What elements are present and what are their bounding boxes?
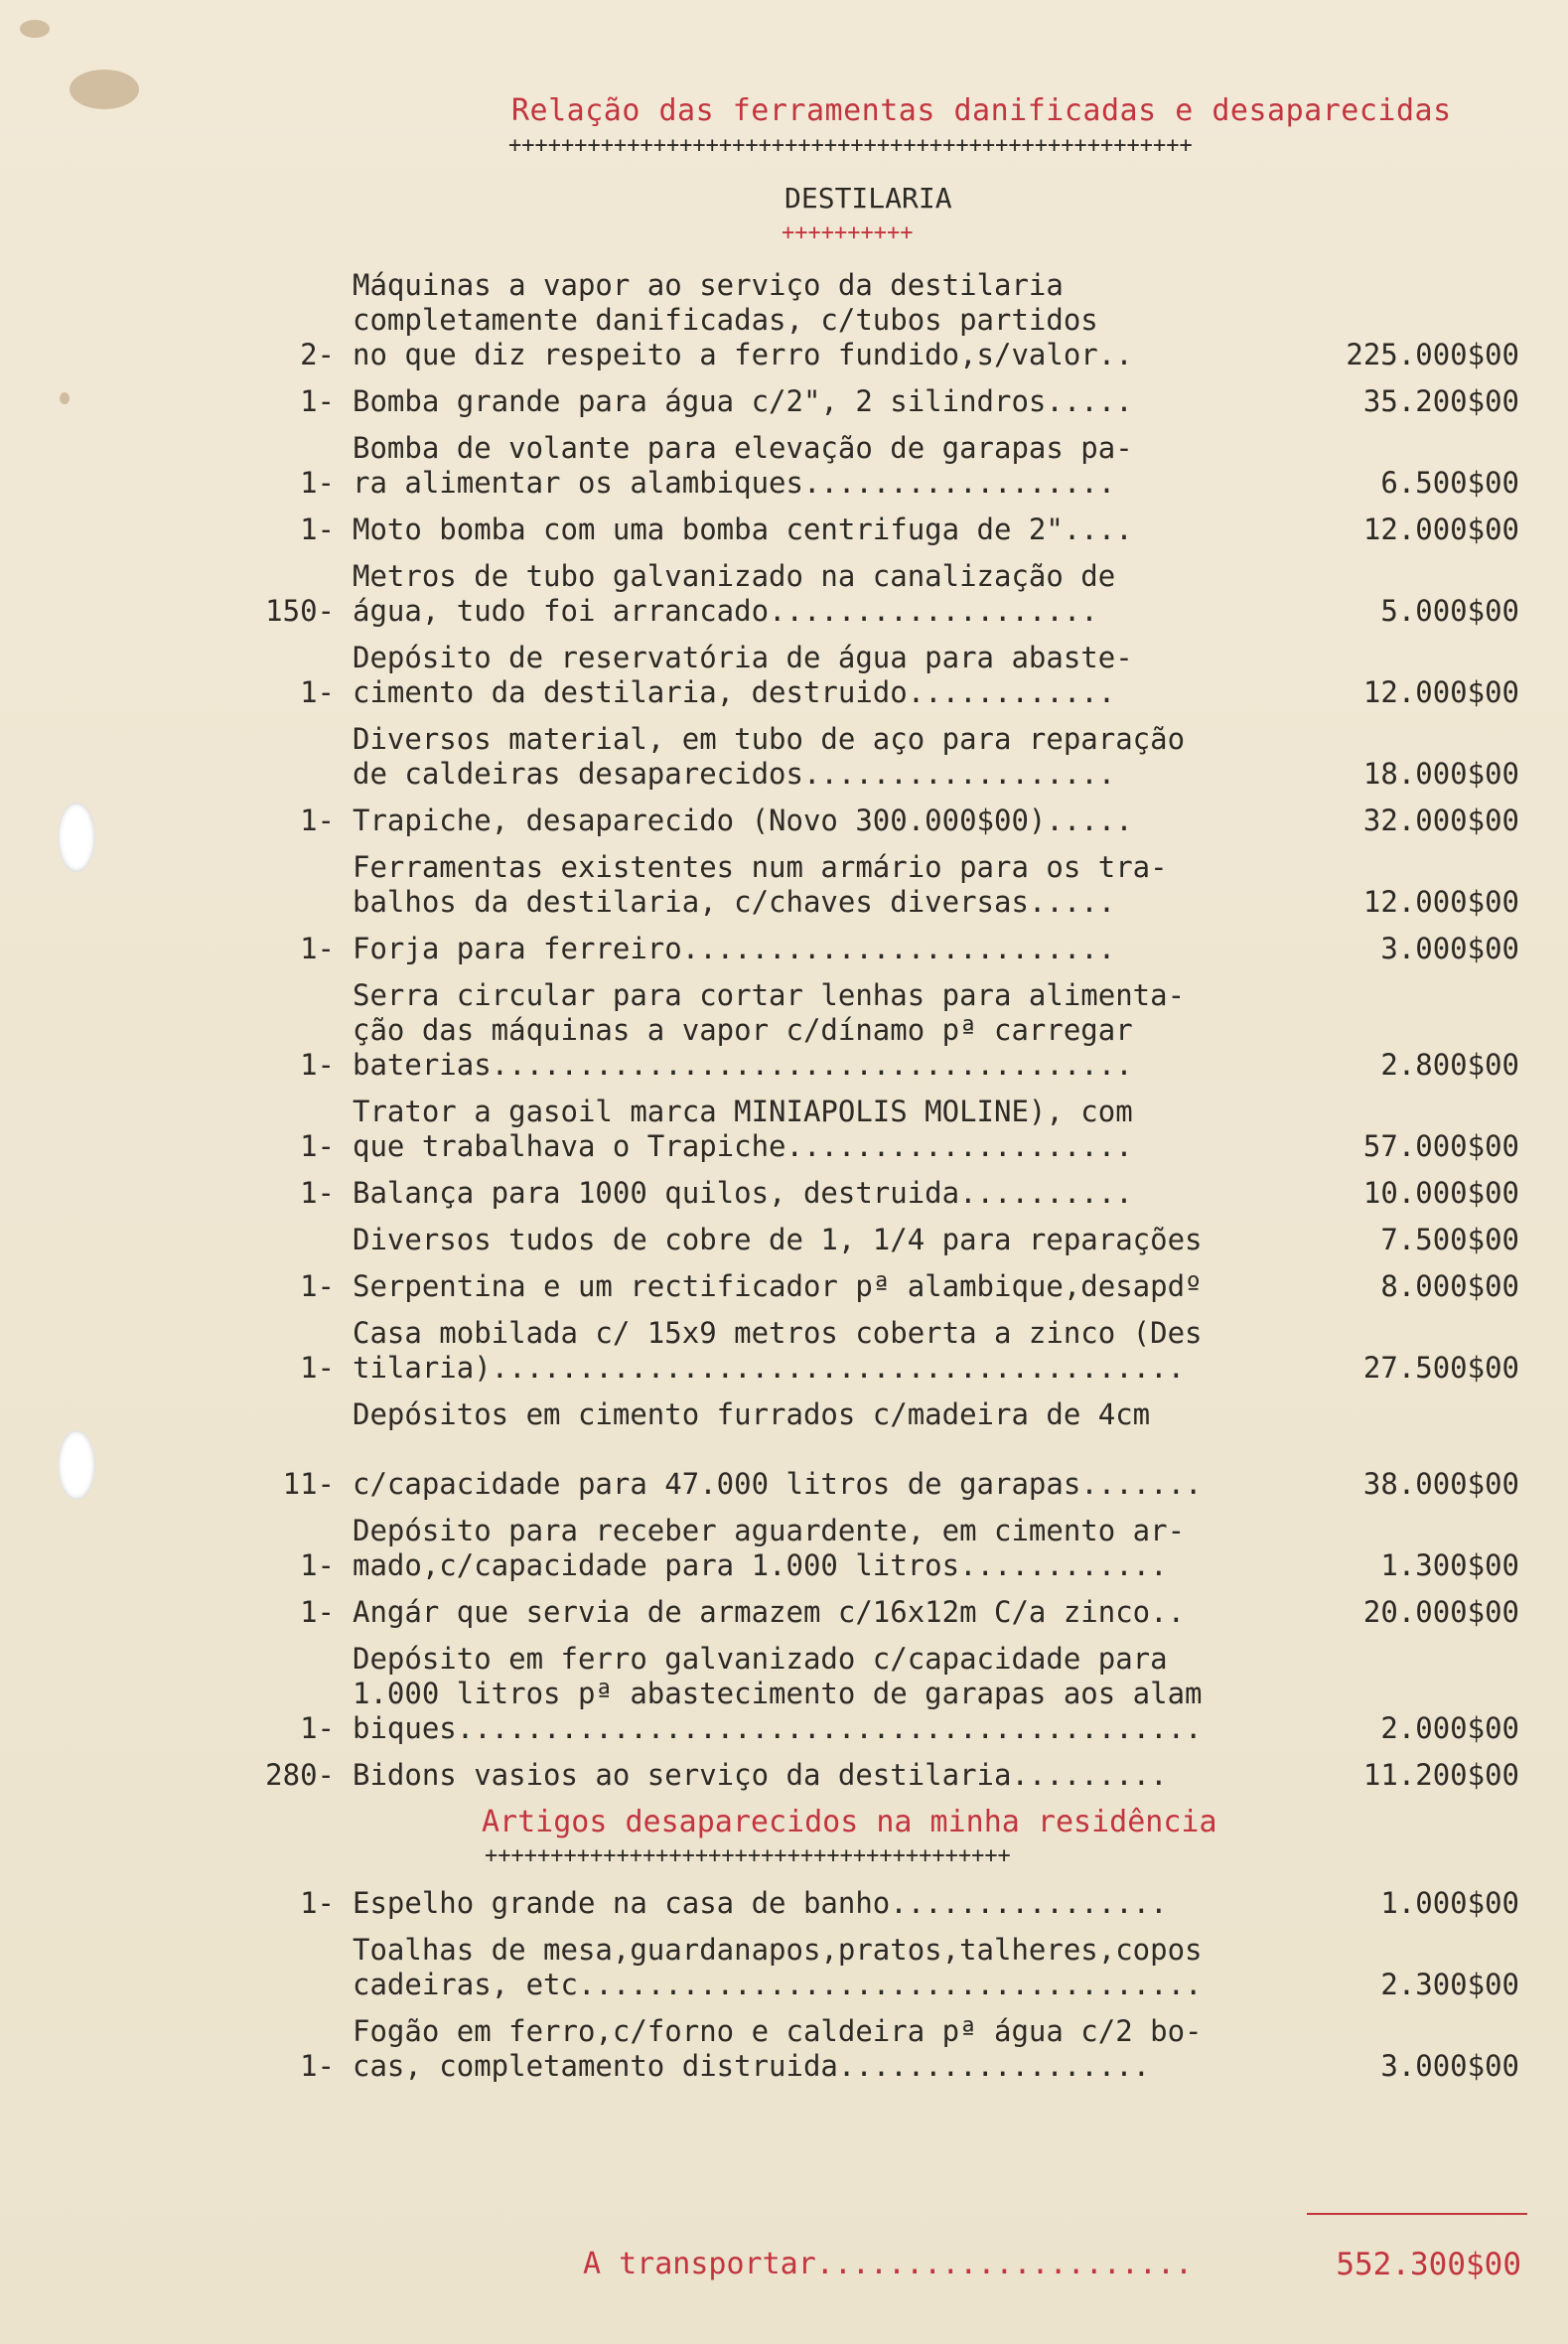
item-value: 8.000$00	[1380, 1269, 1519, 1303]
item-description: Bomba de volante para elevação de garapas pa- ra alimentar os alambiques..................	[353, 431, 1133, 500]
item-quantity: 1-	[300, 932, 335, 965]
list-item	[0, 978, 1568, 1083]
item-description: Bidons vasios ao serviço da destilaria.........	[353, 1758, 1168, 1792]
item-description: Espelho grande na casa de banho................	[353, 1886, 1168, 1920]
item-quantity: 1-	[300, 1711, 335, 1745]
list-item	[0, 1642, 1568, 1746]
list-item	[0, 559, 1568, 629]
item-value: 225.000$00	[1346, 338, 1519, 371]
item-value: 7.500$00	[1380, 1223, 1519, 1256]
item-quantity: 1-	[300, 1269, 335, 1303]
item-value: 2.000$00	[1380, 1711, 1519, 1745]
residence-underline: ++++++++++++++++++++++++++++++++++++++++	[485, 1843, 1011, 1868]
items-list	[0, 268, 1568, 2096]
item-description: Depósitos em cimento furrados c/madeira de 4cm c/capacidade para 47.000 litros de garapas.......	[353, 1397, 1203, 1501]
list-item	[0, 1223, 1568, 1257]
list-item	[0, 268, 1568, 372]
destilaria-items	[0, 268, 1568, 1793]
item-quantity: 2-	[300, 338, 335, 371]
item-quantity: 1-	[300, 1886, 335, 1920]
carry-forward-row	[0, 2247, 1568, 2282]
item-quantity: 1-	[300, 2049, 335, 2083]
carry-forward-label: A transportar.....................	[583, 2247, 1194, 2281]
item-value: 20.000$00	[1362, 1595, 1519, 1629]
list-item	[0, 1886, 1568, 1921]
list-item	[0, 641, 1568, 710]
item-description: Diversos tudos de cobre de 1, 1/4 para reparações	[353, 1223, 1203, 1256]
list-item	[0, 1176, 1568, 1211]
item-quantity: 1-	[300, 1129, 335, 1163]
item-description: Balança para 1000 quilos, destruida..........	[353, 1176, 1133, 1210]
item-description: Ferramentas existentes num armário para os tra- balhos da destilaria, c/chaves diversas.....	[353, 850, 1168, 919]
title-underline: ++++++++++++++++++++++++++++++++++++++++++++++++++++	[508, 133, 1193, 158]
list-item	[0, 804, 1568, 838]
list-item	[0, 850, 1568, 920]
item-quantity: 1-	[300, 466, 335, 500]
item-quantity: 1-	[300, 1548, 335, 1582]
list-item	[0, 2014, 1568, 2084]
list-item	[0, 1269, 1568, 1304]
list-item	[0, 1933, 1568, 2002]
item-value: 3.000$00	[1380, 2049, 1519, 2083]
list-item	[0, 1095, 1568, 1164]
item-description: Trator a gasoil marca MINIAPOLIS MOLINE), com que trabalhava o Trapiche....................	[353, 1095, 1133, 1163]
list-item	[0, 1758, 1568, 1793]
item-value: 12.000$00	[1362, 675, 1519, 709]
item-value: 38.000$00	[1362, 1467, 1519, 1501]
item-value: 6.500$00	[1380, 466, 1519, 500]
item-value: 18.000$00	[1362, 757, 1519, 791]
item-quantity: 11-	[282, 1467, 335, 1501]
item-description: Depósito para receber aguardente, em cimento ar- mado,c/capacidade para 1.000 litros............	[353, 1514, 1186, 1582]
item-value: 27.500$00	[1362, 1351, 1519, 1385]
item-quantity: 1-	[300, 1048, 335, 1082]
item-quantity: 1-	[300, 804, 335, 837]
item-description: Depósito de reservatória de água para abaste- cimento da destilaria, destruido............	[353, 641, 1133, 709]
item-value: 5.000$00	[1380, 594, 1519, 628]
item-value: 12.000$00	[1362, 513, 1519, 546]
list-item	[0, 722, 1568, 792]
item-description: Diversos material, em tubo de aço para reparação de caldeiras desaparecidos..................	[353, 722, 1186, 791]
item-description: Depósito em ferro galvanizado c/capacidade para 1.000 litros pª abastecimento de garapas aos alam biques...........................................	[353, 1642, 1203, 1745]
list-item	[0, 431, 1568, 501]
list-item	[0, 1316, 1568, 1386]
list-item	[0, 1514, 1568, 1583]
item-value: 32.000$00	[1362, 804, 1519, 837]
item-value: 3.000$00	[1380, 932, 1519, 965]
carry-forward-value: 552.300$00	[1336, 2247, 1521, 2282]
item-description: Bomba grande para água c/2", 2 silindros.....	[353, 384, 1133, 418]
residence-heading: Artigos desaparecidos na minha residência	[482, 1805, 1217, 1839]
list-item	[0, 384, 1568, 419]
item-quantity: 1-	[300, 675, 335, 709]
item-value: 10.000$00	[1362, 1176, 1519, 1210]
item-value: 35.200$00	[1362, 384, 1519, 418]
item-quantity: 1-	[300, 1595, 335, 1629]
total-underline	[1307, 2213, 1527, 2215]
item-description: Casa mobilada c/ 15x9 metros coberta a zinco (Des tilaria)........................................	[353, 1316, 1203, 1385]
paper-stain	[20, 20, 50, 38]
item-description: Metros de tubo galvanizado na canalização de água, tudo foi arrancado...................	[353, 559, 1116, 628]
item-quantity: 1-	[300, 384, 335, 418]
item-quantity: 1-	[300, 1351, 335, 1385]
list-item	[0, 1595, 1568, 1630]
list-item	[0, 1397, 1568, 1502]
section-heading: DESTILARIA	[784, 182, 952, 215]
item-value: 12.000$00	[1362, 885, 1519, 919]
item-quantity: 1-	[300, 513, 335, 546]
item-value: 57.000$00	[1362, 1129, 1519, 1163]
residence-items	[0, 1886, 1568, 2084]
item-description: Fogão em ferro,c/forno e caldeira pª água c/2 bo- cas, completamento distruida..................	[353, 2014, 1203, 2083]
document-title: Relação das ferramentas danificadas e desaparecidas	[511, 93, 1452, 128]
item-value: 1.300$00	[1380, 1548, 1519, 1582]
item-description: Máquinas a vapor ao serviço da destilaria completamente danificadas, c/tubos partidos no que diz respeito a ferro fundido,s/valor..	[353, 268, 1133, 371]
item-value: 1.000$00	[1380, 1886, 1519, 1920]
item-description: Toalhas de mesa,guardanapos,pratos,talheres,copos cadeiras, etc....................................	[353, 1933, 1203, 2001]
list-item	[0, 513, 1568, 547]
item-description: Trapiche, desaparecido (Novo 300.000$00).....	[353, 804, 1133, 837]
item-description: Moto bomba com uma bomba centrifuga de 2"....	[353, 513, 1133, 546]
section-underline: ++++++++++	[782, 220, 914, 245]
item-value: 2.800$00	[1380, 1048, 1519, 1082]
item-quantity: 150-	[265, 594, 335, 628]
item-description: Serra circular para cortar lenhas para alimenta- ção das máquinas a vapor c/dínamo pª carregar baterias.....................................	[353, 978, 1186, 1082]
item-value: 2.300$00	[1380, 1968, 1519, 2001]
list-item	[0, 932, 1568, 966]
item-value: 11.200$00	[1362, 1758, 1519, 1792]
item-description: Forja para ferreiro.........................	[353, 932, 1116, 965]
item-quantity: 1-	[300, 1176, 335, 1210]
paper-stain	[70, 70, 139, 109]
item-quantity: 280-	[265, 1758, 335, 1792]
item-description: Serpentina e um rectificador pª alambique,desapdº	[353, 1269, 1203, 1303]
item-description: Angár que servia de armazem c/16x12m C/a zinco..	[353, 1595, 1186, 1629]
